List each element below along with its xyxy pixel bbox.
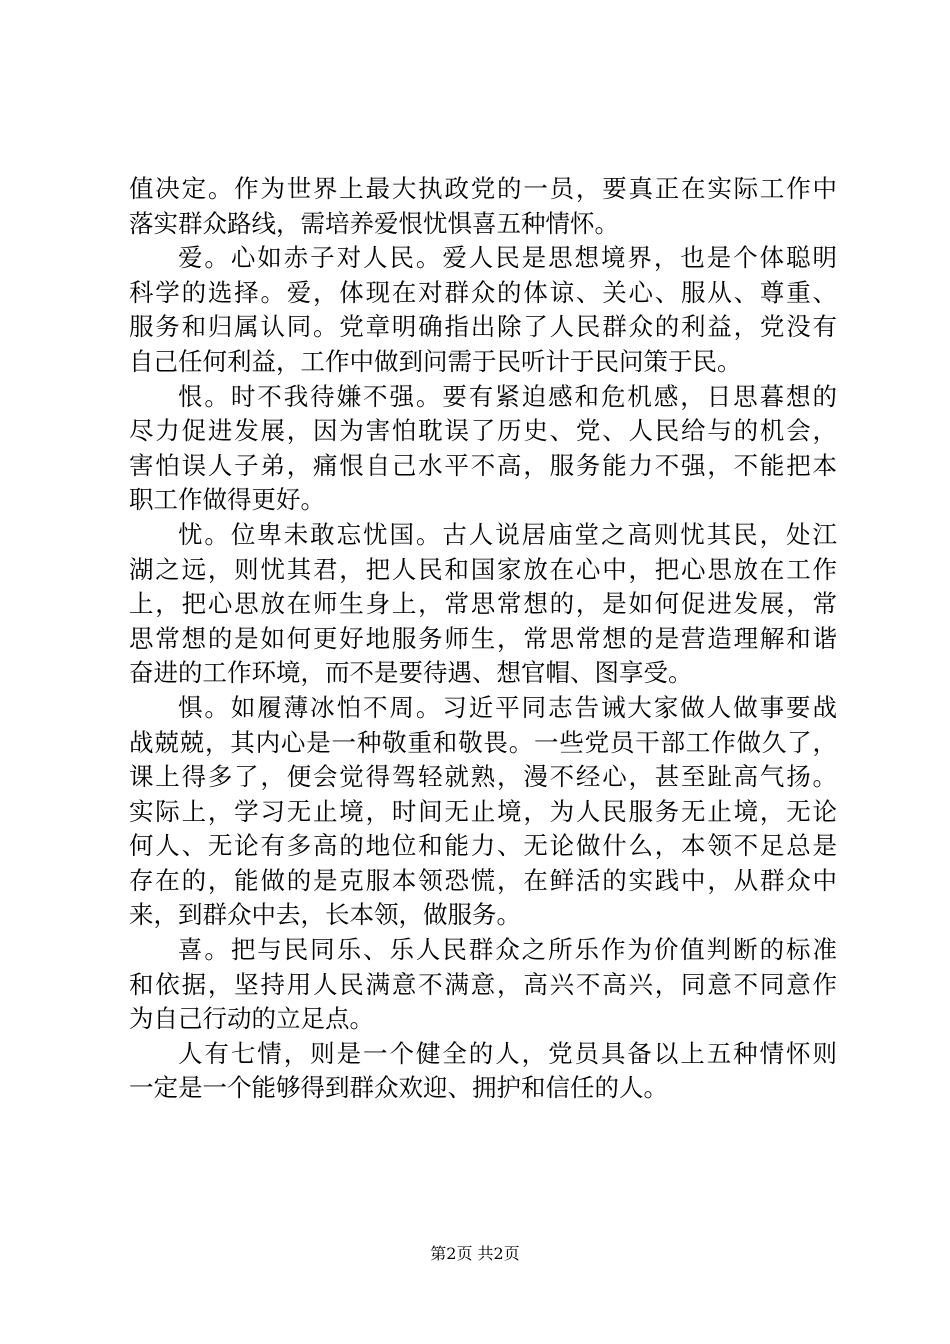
paragraph-first-line: 惧。如履薄冰怕不周。习近平同志告诫大家做人做事要战 xyxy=(178,692,837,722)
page-number-footer: 第2页 共2页 xyxy=(430,1244,520,1263)
text-line: 存在的，能做的是克服本领恐慌，在鲜活的实践中，从群众中 xyxy=(129,865,837,895)
text-line: 来，到群众中去，长本领，做服务。 xyxy=(129,900,521,930)
paragraph-first-line: 恨。时不我待嫌不强。要有紧迫感和危机感，日思暮想的 xyxy=(178,381,837,411)
text-line: 科学的选择。爱，体现在对群众的体谅、关心、服从、尊重、 xyxy=(129,277,837,307)
paragraph-first-line: 人有七情，则是一个健全的人，党员具备以上五种情怀则 xyxy=(178,1038,837,1068)
text-line: 课上得多了，便会觉得驾轻就熟，漫不经心，甚至趾高气扬。 xyxy=(129,762,837,792)
text-line: 战兢兢，其内心是一种敬重和敬畏。一些党员干部工作做久了， xyxy=(129,727,837,757)
text-line: 服务和归属认同。党章明确指出除了人民群众的利益，党没有 xyxy=(129,312,837,342)
text-line: 值决定。作为世界上最大执政党的一员，要真正在实际工作中 xyxy=(129,174,837,203)
text-line: 奋进的工作环境，而不是要待遇、想官帽、图享受。 xyxy=(129,658,693,688)
text-line: 思常想的是如何更好地服务师生，常思常想的是营造理解和谐 xyxy=(129,623,837,653)
text-line: 何人、无论有多高的地位和能力、无论做什么，本领不足总是 xyxy=(129,831,837,861)
text-line: 尽力促进发展，因为害怕耽误了历史、党、人民给与的机会， xyxy=(129,416,837,446)
paragraph-first-line: 喜。把与民同乐、乐人民群众之所乐作为价值判断的标准 xyxy=(178,935,837,965)
text-line: 实际上，学习无止境，时间无止境，为人民服务无止境，无论 xyxy=(129,796,837,826)
text-line: 自己任何利益，工作中做到问需于民听计于民问策于民。 xyxy=(129,346,742,376)
text-line: 一定是一个能够得到群众欢迎、拥护和信任的人。 xyxy=(129,1073,668,1103)
text-line: 上，把心思放在师生身上，常思常想的，是如何促进发展，常 xyxy=(129,589,837,619)
body-text xyxy=(129,172,837,1106)
text-line: 和依据，坚持用人民满意不满意，高兴不高兴，同意不同意作 xyxy=(129,969,837,999)
text-line: 职工作做得更好。 xyxy=(129,485,325,515)
text-line: 害怕误人子弟，痛恨自己水平不高，服务能力不强，不能把本 xyxy=(129,450,837,480)
paragraph-first-line: 忧。位卑未敢忘忧国。古人说居庙堂之高则忧其民，处江 xyxy=(178,519,837,549)
text-line: 为自己行动的立足点。 xyxy=(129,1004,374,1034)
text-line: 湖之远，则忧其君，把人民和国家放在心中，把心思放在工作 xyxy=(129,554,837,584)
paragraph-first-line: 爱。心如赤子对人民。爱人民是思想境界，也是个体聪明 xyxy=(178,243,837,273)
text-line: 落实群众路线，需培养爱恨忧惧喜五种情怀。 xyxy=(129,208,619,238)
